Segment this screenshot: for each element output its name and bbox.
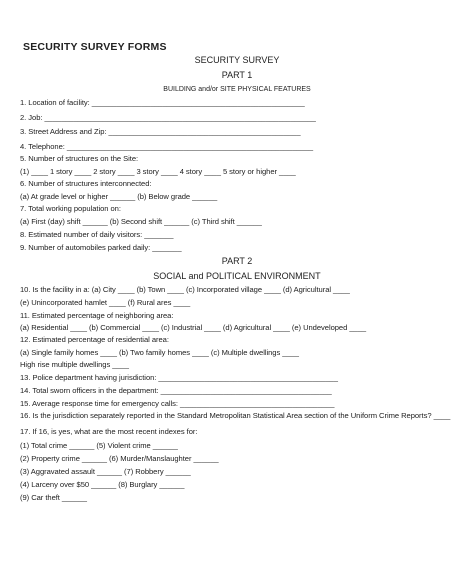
form-line: 12. Estimated percentage of residential area: [20, 335, 169, 344]
form-line[interactable]: High rise multiple dwellings ____ [20, 360, 129, 369]
form-line[interactable]: 14. Total sworn officers in the department: _________________________________________ [20, 386, 332, 395]
form-line[interactable]: 1. Location of facility: ___________________________________________________ [20, 98, 305, 107]
part1-heading: PART 1 [221, 70, 253, 80]
form-line[interactable]: (a) At grade level or higher ______ (b) Below grade ______ [20, 192, 218, 201]
form-line[interactable]: 16. Is the jurisdiction separately reported in the Standard Metropolitan Statistical Area section of the Uniform Crime Reports? ____ [20, 411, 451, 420]
form-line[interactable]: (4) Larceny over $50 ______ (8) Burglary ______ [20, 480, 185, 489]
form-line: 6. Number of structures interconnected: [20, 179, 152, 188]
form-line[interactable]: (a) Single family homes ____ (b) Two family homes ____ (c) Multiple dwellings ____ [20, 348, 299, 357]
form-line[interactable]: 2. Job: _________________________________________________________________ [20, 113, 316, 122]
form-line[interactable]: (1) ____ 1 story ____ 2 story ____ 3 story ____ 4 story ____ 5 story or higher ____ [20, 167, 296, 176]
form-line: 7. Total working population on: [20, 204, 121, 213]
form-line[interactable]: (a) Residential ____ (b) Commercial ____ (c) Industrial ____ (d) Agricultural ____ (e) Undeveloped ____ [20, 323, 367, 332]
form-line[interactable]: (e) Unincorporated hamlet ____ (f) Rural ares ____ [20, 298, 191, 307]
part1-subheading: BUILDING and/or SITE PHYSICAL FEATURES [163, 86, 311, 93]
form-line[interactable]: 8. Estimated number of daily visitors: _______ [20, 230, 174, 239]
form-line[interactable]: 15. Average response time for emergency calls: _____________________________________ [20, 399, 335, 408]
form-line: 5. Number of structures on the Site: [20, 154, 139, 163]
form-line[interactable]: (a) First (day) shift ______ (b) Second shift ______ (c) Third shift ______ [20, 217, 262, 226]
form-line[interactable]: 10. Is the facility in a: (a) City ____ (b) Town ____ (c) Incorporated village ____ (d) Agricultural ____ [20, 285, 350, 294]
form-line[interactable]: (2) Property crime ______ (6) Murder/Manslaughter ______ [20, 454, 219, 463]
form-line[interactable]: (9) Car theft ______ [20, 493, 87, 502]
form-line[interactable]: 4. Telephone: ___________________________________________________________ [20, 142, 314, 151]
form-line[interactable]: 13. Police department having jurisdiction: ___________________________________________ [20, 373, 338, 382]
form-line[interactable]: 3. Street Address and Zip: ______________________________________________ [20, 127, 301, 136]
form-line[interactable]: (3) Aggravated assault ______ (7) Robbery ______ [20, 467, 191, 476]
page-title: SECURITY SURVEY FORMS [23, 41, 167, 53]
form-line: 17. If 16, is yes, what are the most recent indexes for: [20, 427, 198, 436]
form-line[interactable]: 9. Number of automobiles parked daily: _______ [20, 243, 182, 252]
form-line: 11. Estimated percentage of neighboring area: [20, 311, 174, 320]
part2-subheading: SOCIAL and POLITICAL ENVIRONMENT [153, 271, 321, 281]
form-line[interactable]: (1) Total crime ______ (5) Violent crime ______ [20, 441, 178, 450]
part2-heading: PART 2 [221, 256, 253, 266]
survey-heading: SECURITY SURVEY [194, 55, 280, 65]
